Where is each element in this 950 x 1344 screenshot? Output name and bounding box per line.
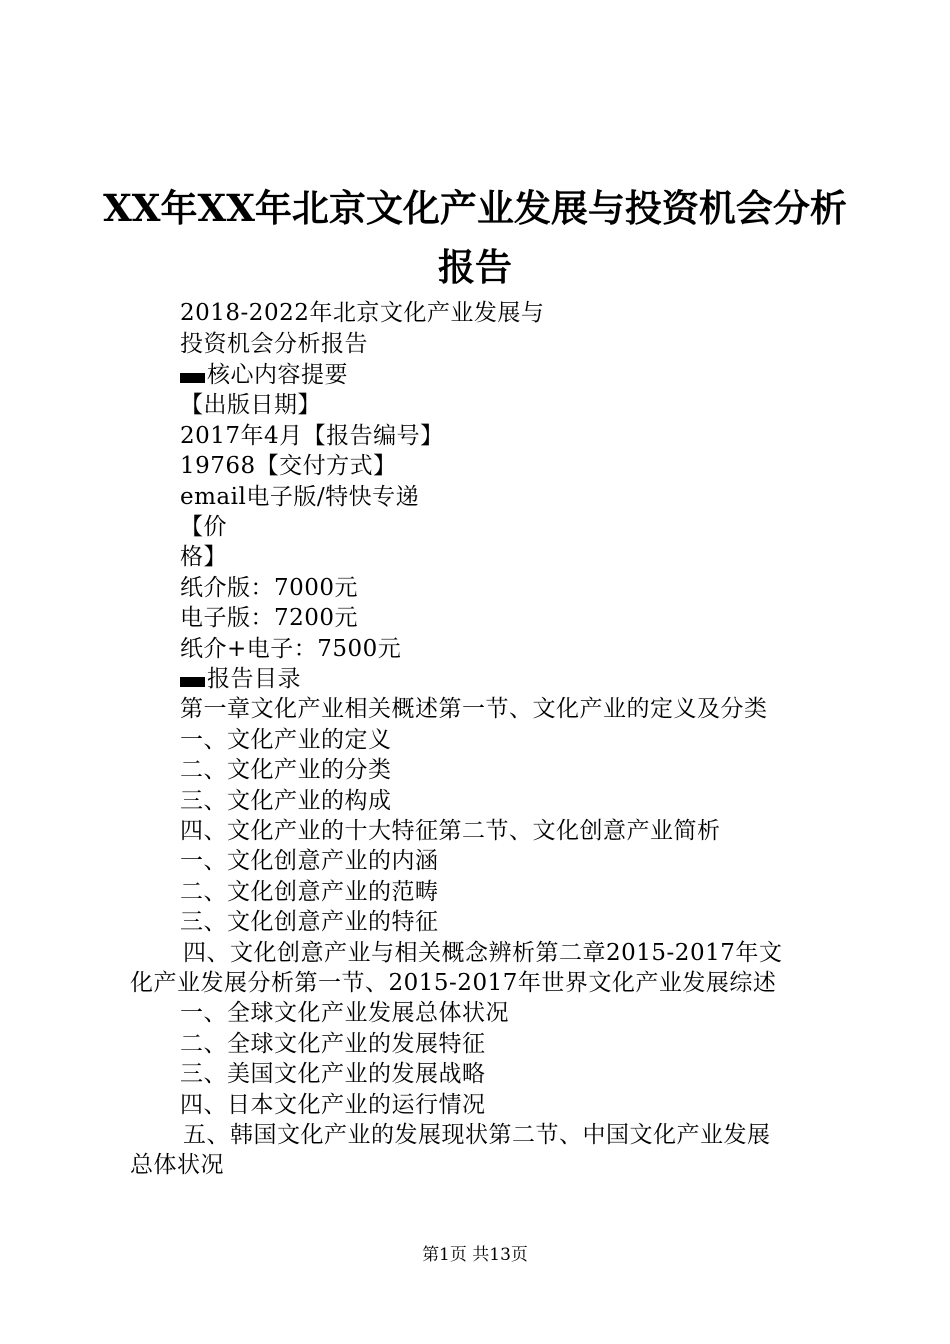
- toc-line: 四、日本文化产业的运行情况: [180, 1092, 486, 1118]
- toc-line: 五、韩国文化产业的发展现状第二节、中国文化产业发展: [183, 1122, 771, 1148]
- info-line: 19768【交付方式】: [180, 453, 397, 479]
- toc-line: 二、文化创意产业的范畴: [180, 879, 439, 905]
- info-line: 2017年4月【报告编号】: [180, 423, 444, 449]
- info-line: email电子版/特快专递: [180, 484, 420, 510]
- toc-line: 三、文化创意产业的特征: [180, 909, 439, 935]
- square-bullet-icon: [180, 373, 205, 383]
- info-line: 格】: [180, 544, 227, 570]
- section-heading-toc: 报告目录: [180, 664, 301, 694]
- price-line: 纸介版：7000元: [180, 575, 359, 601]
- price-line: 纸介+电子：7500元: [180, 636, 402, 662]
- report-name-line: 2018-2022年北京文化产业发展与: [180, 300, 545, 326]
- report-name-line: 投资机会分析报告: [180, 331, 368, 357]
- info-line: 【价: [180, 514, 227, 540]
- toc-line: 一、文化创意产业的内涵: [180, 848, 439, 874]
- section-heading-summary: 核心内容提要: [180, 360, 348, 390]
- toc-line: 二、全球文化产业的发展特征: [180, 1031, 486, 1057]
- toc-line: 一、全球文化产业发展总体状况: [180, 1000, 509, 1026]
- toc-line: 三、美国文化产业的发展战略: [180, 1061, 486, 1087]
- toc-line: 一、文化产业的定义: [180, 727, 392, 753]
- toc-line: 四、文化创意产业与相关概念辨析第二章2015-2017年文: [183, 940, 783, 966]
- toc-line: 二、文化产业的分类: [180, 757, 392, 783]
- toc-line: 化产业发展分析第一节、2015-2017年世界文化产业发展综述: [130, 970, 777, 996]
- document-title: XX年XX年北京文化产业发展与投资机会分析: [103, 186, 847, 230]
- info-line: 【出版日期】: [180, 392, 321, 418]
- toc-line: 第一章文化产业相关概述第一节、文化产业的定义及分类: [180, 696, 768, 722]
- toc-line: 总体状况: [130, 1152, 224, 1178]
- document-title-continuation: 报告: [438, 245, 512, 289]
- page-footer: 第1页 共13页: [422, 1245, 528, 1265]
- square-bullet-icon: [180, 677, 205, 687]
- price-line: 电子版：7200元: [180, 605, 359, 631]
- toc-line: 三、文化产业的构成: [180, 788, 392, 814]
- toc-line: 四、文化产业的十大特征第二节、文化创意产业简析: [180, 818, 721, 844]
